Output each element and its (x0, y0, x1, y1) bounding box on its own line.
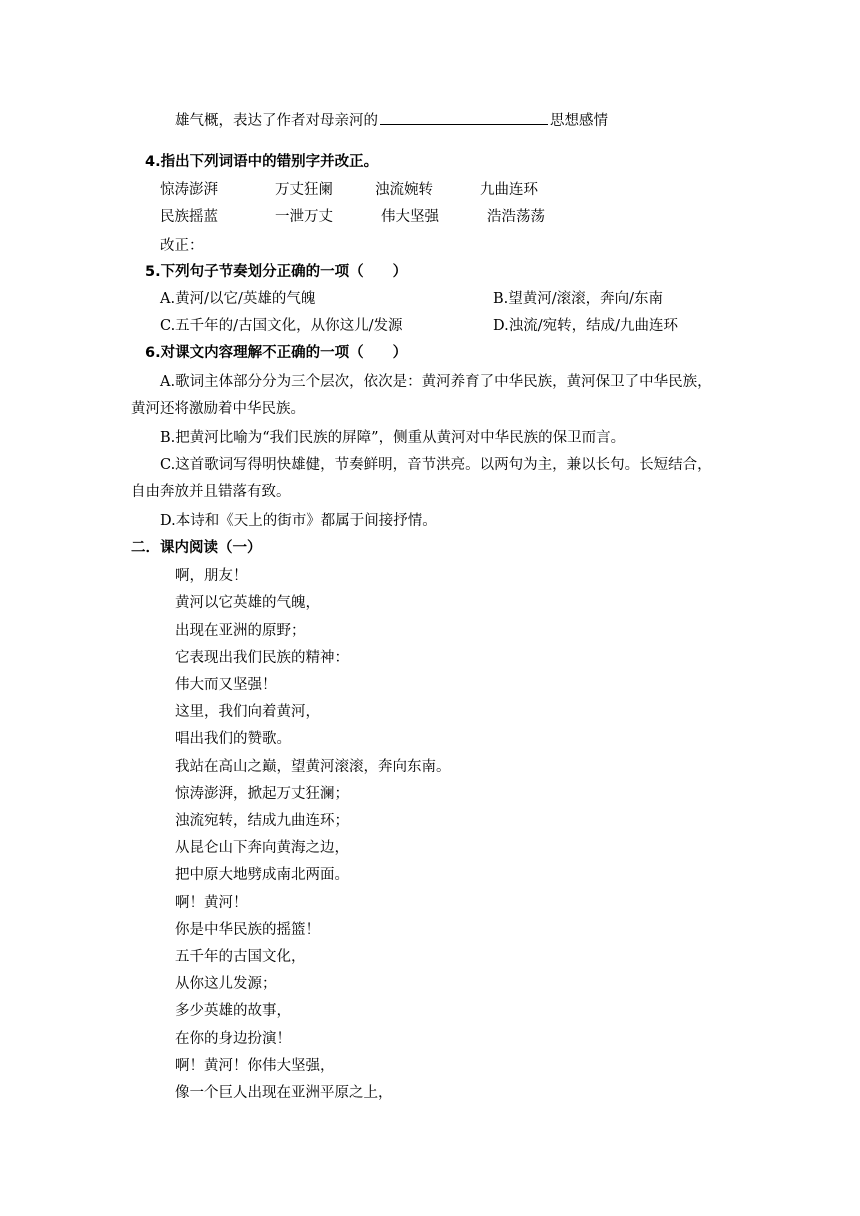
q3-suffix: 思想感情 (550, 113, 608, 129)
poem-line: 像一个巨人出现在亚洲平原之上， (175, 1085, 393, 1101)
poem-line: 伟大而又坚强！ (175, 677, 277, 693)
q6-title: 6.对课文内容理解不正确的一项（ ） (145, 345, 408, 361)
q3-prefix: 雄气概，表达了作者对母亲河的 (175, 113, 378, 129)
q4-title: 4.指出下列词语中的错别字并改正。 (145, 154, 379, 170)
section-title: 二．课内阅读（一） (131, 540, 262, 556)
q5-option-d: D.浊流/宛转，结成/九曲连环 (493, 318, 678, 334)
poem-line: 多少英雄的故事， (175, 1003, 291, 1019)
q6-option-b: B.把黄河比喻为“我们民族的屏障”，侧重从黄河对中华民族的保卫而言。 (160, 430, 626, 446)
q4-word: 民族摇蓝 (160, 209, 218, 225)
poem-line: 五千年的古国文化， (175, 949, 306, 965)
q6-option-a-cont: 黄河还将激励着中华民族。 (131, 401, 305, 417)
poem-line: 惊涛澎湃，掀起万丈狂澜； (175, 786, 349, 802)
q5-option-b: B.望黄河/滚滚，奔向/东南 (493, 291, 664, 307)
poem-line: 浊流宛转，结成九曲连环； (175, 813, 349, 829)
poem-line: 黄河以它英雄的气魄， (175, 595, 320, 611)
poem-line: 唱出我们的赞歌。 (175, 731, 291, 747)
poem-line: 啊！黄河！ (175, 895, 248, 911)
poem-line: 啊！黄河！你伟大坚强， (175, 1058, 335, 1074)
q5-title: 5.下列句子节奏划分正确的一项（ ） (145, 264, 408, 280)
q4-word: 九曲连环 (480, 182, 538, 198)
q4-word: 浩浩荡荡 (487, 209, 545, 225)
q4-word: 伟大坚强 (381, 209, 439, 225)
poem-line: 从昆仑山下奔向黄海之边， (175, 840, 349, 856)
poem-line: 它表现出我们民族的精神： (175, 650, 349, 666)
q4-word: 浊流婉转 (375, 182, 433, 198)
q6-option-c-cont: 自由奔放并且错落有致。 (131, 484, 291, 500)
poem-line: 从你这儿发源； (175, 976, 277, 992)
q6-option-c: C.这首歌词写得明快雄健，节奏鲜明，音节洪亮。以两句为主，兼以长句。长短结合， (160, 457, 712, 473)
q6-option-d: D.本诗和《天上的街市》都属于间接抒情。 (160, 513, 437, 529)
poem-line: 你是中华民族的摇篮！ (175, 922, 320, 938)
poem-line: 我站在高山之巅，望黄河滚滚，奔向东南。 (175, 759, 451, 775)
poem-line: 啊，朋友！ (175, 568, 248, 584)
answer-blank[interactable] (380, 110, 548, 125)
q4-word: 惊涛澎湃 (160, 182, 218, 198)
q4-fix-label: 改正： (160, 238, 204, 254)
q4-word: 一泄万丈 (275, 209, 333, 225)
poem-line: 把中原大地劈成南北两面。 (175, 867, 349, 883)
q3-continuation (175, 110, 608, 131)
q5-option-c: C.五千年的/古国文化，从你这儿/发源 (160, 318, 403, 334)
poem-line: 出现在亚洲的原野； (175, 623, 306, 639)
q6-option-a: A.歌词主体部分分为三个层次，依次是：黄河养育了中华民族，黄河保卫了中华民族， (160, 374, 712, 390)
poem-line: 在你的身边扮演！ (175, 1031, 291, 1047)
q4-word: 万丈狂阑 (275, 182, 333, 198)
q5-option-a: A.黄河/以它/英雄的气魄 (160, 291, 316, 307)
poem-line: 这里，我们向着黄河， (175, 704, 320, 720)
